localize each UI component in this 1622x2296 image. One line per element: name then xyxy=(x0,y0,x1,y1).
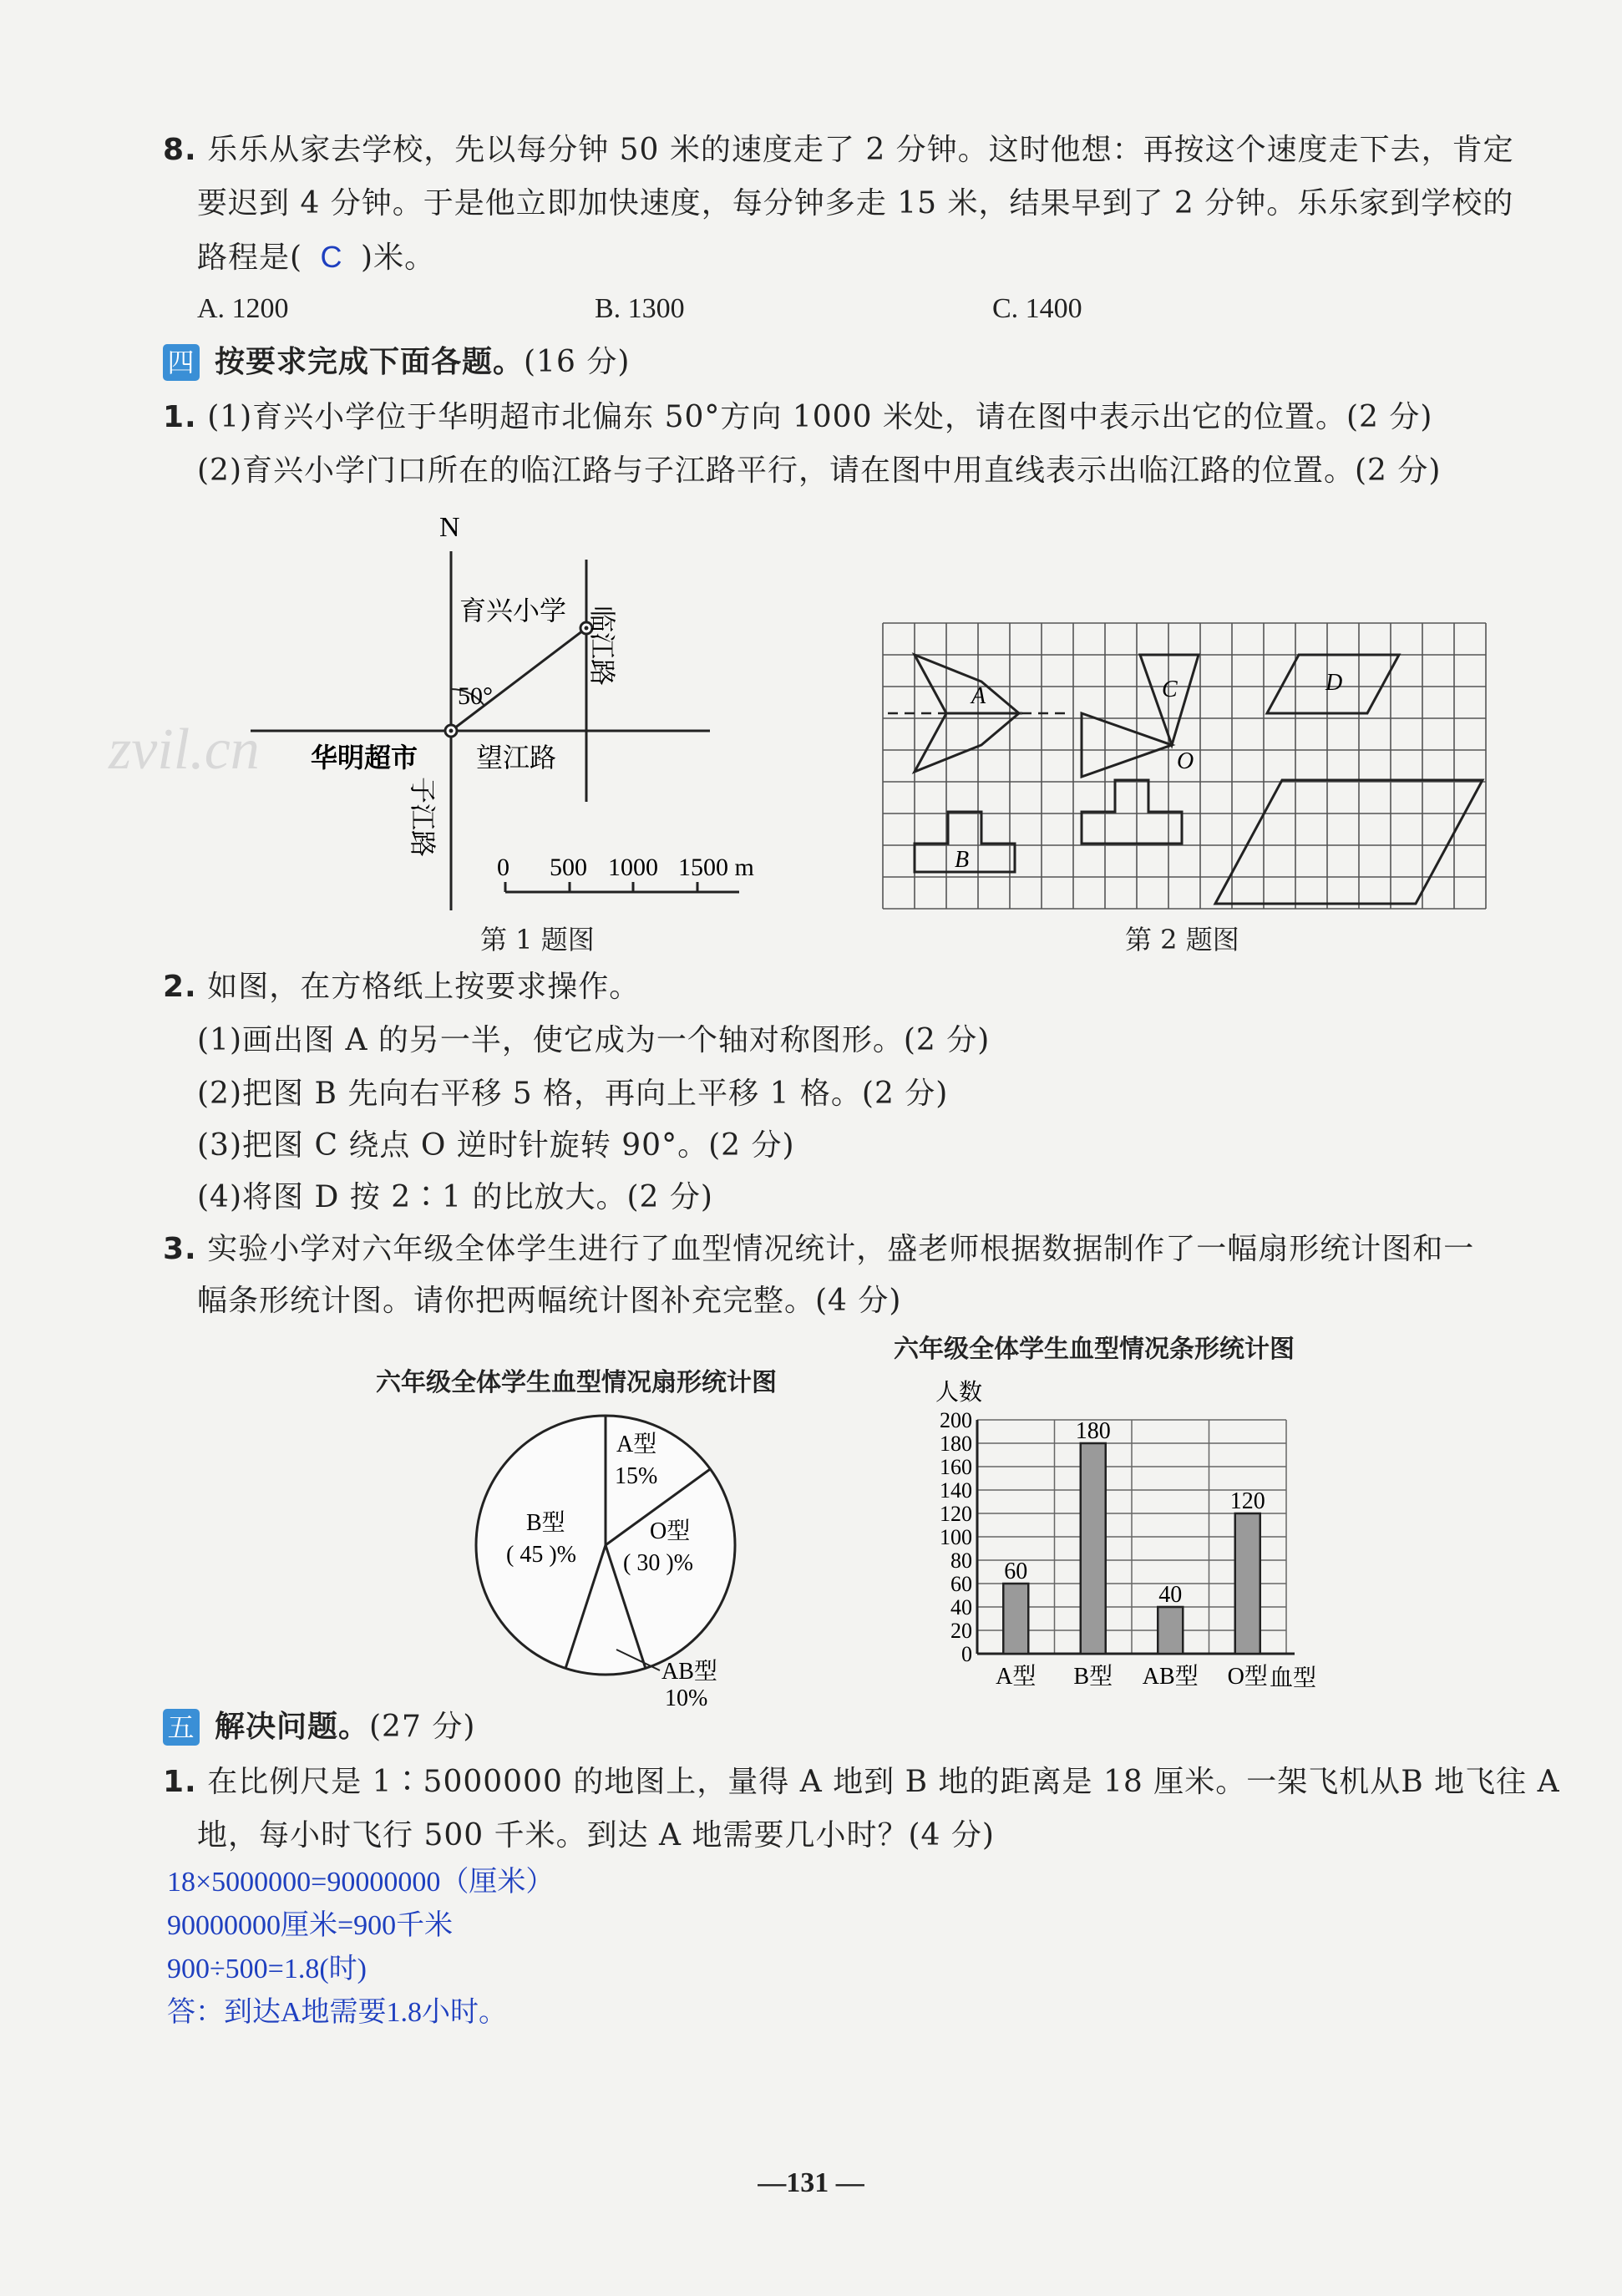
pie-label-ab: AB型 xyxy=(661,1659,717,1685)
bar-ytick-label: 80 xyxy=(950,1548,972,1573)
label-d: D xyxy=(1325,670,1343,696)
solution-line-3: 900÷500=1.8(时) xyxy=(167,1954,367,1984)
scale-label-0: 0 xyxy=(497,854,509,881)
page-number: —131 — xyxy=(758,2167,864,2198)
pie-pct-ab: 10% xyxy=(665,1685,708,1711)
pie-pct-o: ( 30 )% xyxy=(623,1550,693,1576)
q8-line1 xyxy=(163,132,1514,169)
s4q2-line4: (4)将图 D 按 2∶1 的比放大。(2 分) xyxy=(197,1180,713,1214)
q8-option-b: B. 1300 xyxy=(595,293,685,324)
bar-A型 xyxy=(1003,1584,1028,1654)
s5q1-line1 xyxy=(163,1764,1560,1801)
label-o: O xyxy=(1177,748,1194,774)
road-zi-label: 子江路 xyxy=(408,777,438,858)
s4q3-line2: 幅条形统计图。请你把两幅统计图补充完整。(4 分) xyxy=(197,1284,902,1318)
section-4-title: 按要求完成下面各题。 xyxy=(215,345,525,379)
bar-value-label: 60 xyxy=(1004,1559,1028,1584)
bar-value-label: 40 xyxy=(1158,1582,1183,1608)
figure-1-caption: 第 1 题图 xyxy=(480,924,595,955)
solution-line-2: 90000000厘米=900千米 xyxy=(167,1910,454,1941)
section-5-score: (27 分) xyxy=(369,1710,476,1744)
bar-category-label: A型 xyxy=(996,1664,1037,1690)
bar-ytick-label: 40 xyxy=(950,1595,972,1619)
bar-ytick-label: 120 xyxy=(940,1502,972,1526)
s4q3-line1 xyxy=(163,1231,1474,1268)
q8-text-1: 乐乐从家去学校，先以每分钟 50 米的速度走了 2 分钟。这时他想：再按这个速度走下去，肯定 xyxy=(207,133,1514,167)
bar-ytick-label: 200 xyxy=(940,1408,972,1432)
s4q2-line3: (3)把图 C 绕点 O 逆时针旋转 90°。(2 分) xyxy=(197,1128,795,1163)
bar-value-label: 120 xyxy=(1229,1488,1265,1514)
scale-label-1000: 1000 xyxy=(608,854,658,881)
pie-label-b: B型 xyxy=(526,1510,565,1536)
bar-ylabel: 人数 xyxy=(935,1380,983,1406)
shape-a-lower xyxy=(915,713,1019,772)
figure-2-caption: 第 2 题图 xyxy=(1125,924,1239,955)
bar-ytick-label: 180 xyxy=(940,1432,972,1456)
pie-title: 六年级全体学生血型情况扇形统计图 xyxy=(376,1368,777,1397)
q8-text-3b: )米。 xyxy=(361,241,436,275)
scale-label-1500: 1500 m xyxy=(678,854,754,881)
bar-category-label: B型 xyxy=(1073,1664,1113,1690)
section-5-title: 解决问题。 xyxy=(215,1710,370,1744)
label-a: A xyxy=(971,683,986,709)
pie-pct-b: ( 45 )% xyxy=(506,1542,576,1568)
road-wang-label: 望江路 xyxy=(476,743,557,773)
bar-title: 六年级全体学生血型情况条形统计图 xyxy=(894,1335,1295,1364)
shape-d-enlarged xyxy=(1215,780,1483,904)
scale-label-500: 500 xyxy=(550,854,587,881)
s4q2-line0 xyxy=(163,969,640,1006)
angle-label: 50° xyxy=(458,682,493,710)
bar-ytick-label: 100 xyxy=(940,1525,972,1549)
figure-1-map xyxy=(109,501,877,944)
bar-value-label: 180 xyxy=(1075,1418,1111,1444)
pie-label-a: A型 xyxy=(616,1432,657,1457)
s4q2-number: 2. xyxy=(163,970,197,1004)
market-label: 华明超市 xyxy=(311,743,418,773)
label-b: B xyxy=(955,847,970,873)
q8-line2: 要迟到 4 分钟。于是他立即加快速度，每分钟多走 15 米，结果早到了 2 分钟。乐乐家到学校的 xyxy=(197,186,1514,220)
s4q1-line2: (2)育兴小学门口所在的临江路与子江路平行，请在图中用直线表示出临江路的位置。(2 分) xyxy=(197,454,1442,488)
shape-a xyxy=(915,655,1019,713)
bar-xlabel: 血型 xyxy=(1270,1665,1317,1691)
bar-ytick-label: 20 xyxy=(950,1619,972,1643)
s4q2-line2: (2)把图 B 先向右平移 5 格，再向上平移 1 格。(2 分) xyxy=(197,1077,949,1111)
bar-O型 xyxy=(1235,1513,1260,1654)
s5q1-number: 1. xyxy=(163,1765,197,1799)
market-dot xyxy=(449,729,454,733)
s4q1-text-1: (1)育兴小学位于华明超市北偏东 50°方向 1000 米处，请在图中表示出它的位置。(2 分) xyxy=(207,400,1433,434)
s4q1-line1 xyxy=(163,399,1432,436)
bar-yticks xyxy=(940,1408,972,1666)
s4q2-text-0: 如图，在方格纸上按要求操作。 xyxy=(207,970,641,1004)
bar-ytick-label: 60 xyxy=(950,1572,972,1596)
label-c: C xyxy=(1162,677,1178,702)
shape-c-rotated xyxy=(1082,713,1172,777)
pie-label-o: O型 xyxy=(650,1518,691,1544)
bar-ytick-label: 160 xyxy=(940,1455,972,1479)
shape-b-translated xyxy=(1082,780,1182,844)
s5q1-line2: 地，每小时飞行 500 千米。到达 A 地需要几小时？(4 分) xyxy=(197,1818,995,1853)
bar-bars xyxy=(1003,1418,1265,1654)
q8-option-c: C. 1400 xyxy=(992,293,1082,324)
section-4-badge: 四 xyxy=(163,344,200,381)
bar-ytick-label: 140 xyxy=(940,1478,972,1503)
s4q3-number: 3. xyxy=(163,1232,197,1266)
bar-AB型 xyxy=(1158,1607,1183,1654)
s4q2-line1: (1)画出图 A 的另一半，使它成为一个轴对称图形。(2 分) xyxy=(197,1023,991,1057)
s5q1-text-1: 在比例尺是 1∶5000000 的地图上，量得 A 地到 B 地的距离是 18 厘米。一架飞机从B 地飞往 A xyxy=(207,1765,1560,1799)
solution-line-1: 18×5000000=90000000（厘米） xyxy=(167,1867,555,1898)
bar-category-label: AB型 xyxy=(1142,1664,1199,1690)
north-label: N xyxy=(439,512,460,543)
q8-answer: C xyxy=(320,240,343,274)
pie-chart xyxy=(468,1403,819,1721)
bar-category-label: O型 xyxy=(1227,1664,1268,1690)
bar-xlabels xyxy=(996,1663,1268,1690)
q8-option-a: A. 1200 xyxy=(197,293,289,324)
s4q1-number: 1. xyxy=(163,400,197,434)
figure-2-grid xyxy=(881,618,1508,910)
watermark: zvil.cn xyxy=(109,717,260,782)
s4q3-text-1: 实验小学对六年级全体学生进行了血型情况统计，盛老师根据数据制作了一幅扇形统计图和一 xyxy=(207,1232,1475,1266)
section-5-header xyxy=(163,1709,475,1746)
section-5-badge: 五 xyxy=(163,1709,200,1746)
bar-ytick-label: 0 xyxy=(961,1642,972,1666)
pie-pct-a: 15% xyxy=(615,1463,658,1489)
bar-B型 xyxy=(1081,1443,1106,1654)
direction-line xyxy=(451,628,586,731)
section-4-score: (16 分) xyxy=(524,345,631,379)
solution-line-4: 答：到达A地需要1.8小时。 xyxy=(167,1997,508,2028)
section-4-header xyxy=(163,344,630,381)
bar-chart xyxy=(902,1370,1370,1704)
q8-line3 xyxy=(197,239,435,276)
q8-number: 8. xyxy=(163,133,197,167)
school-label: 育兴小学 xyxy=(459,596,567,626)
q8-text-3a: 路程是( xyxy=(197,241,303,275)
road-lin-label: 临江路 xyxy=(587,606,617,687)
